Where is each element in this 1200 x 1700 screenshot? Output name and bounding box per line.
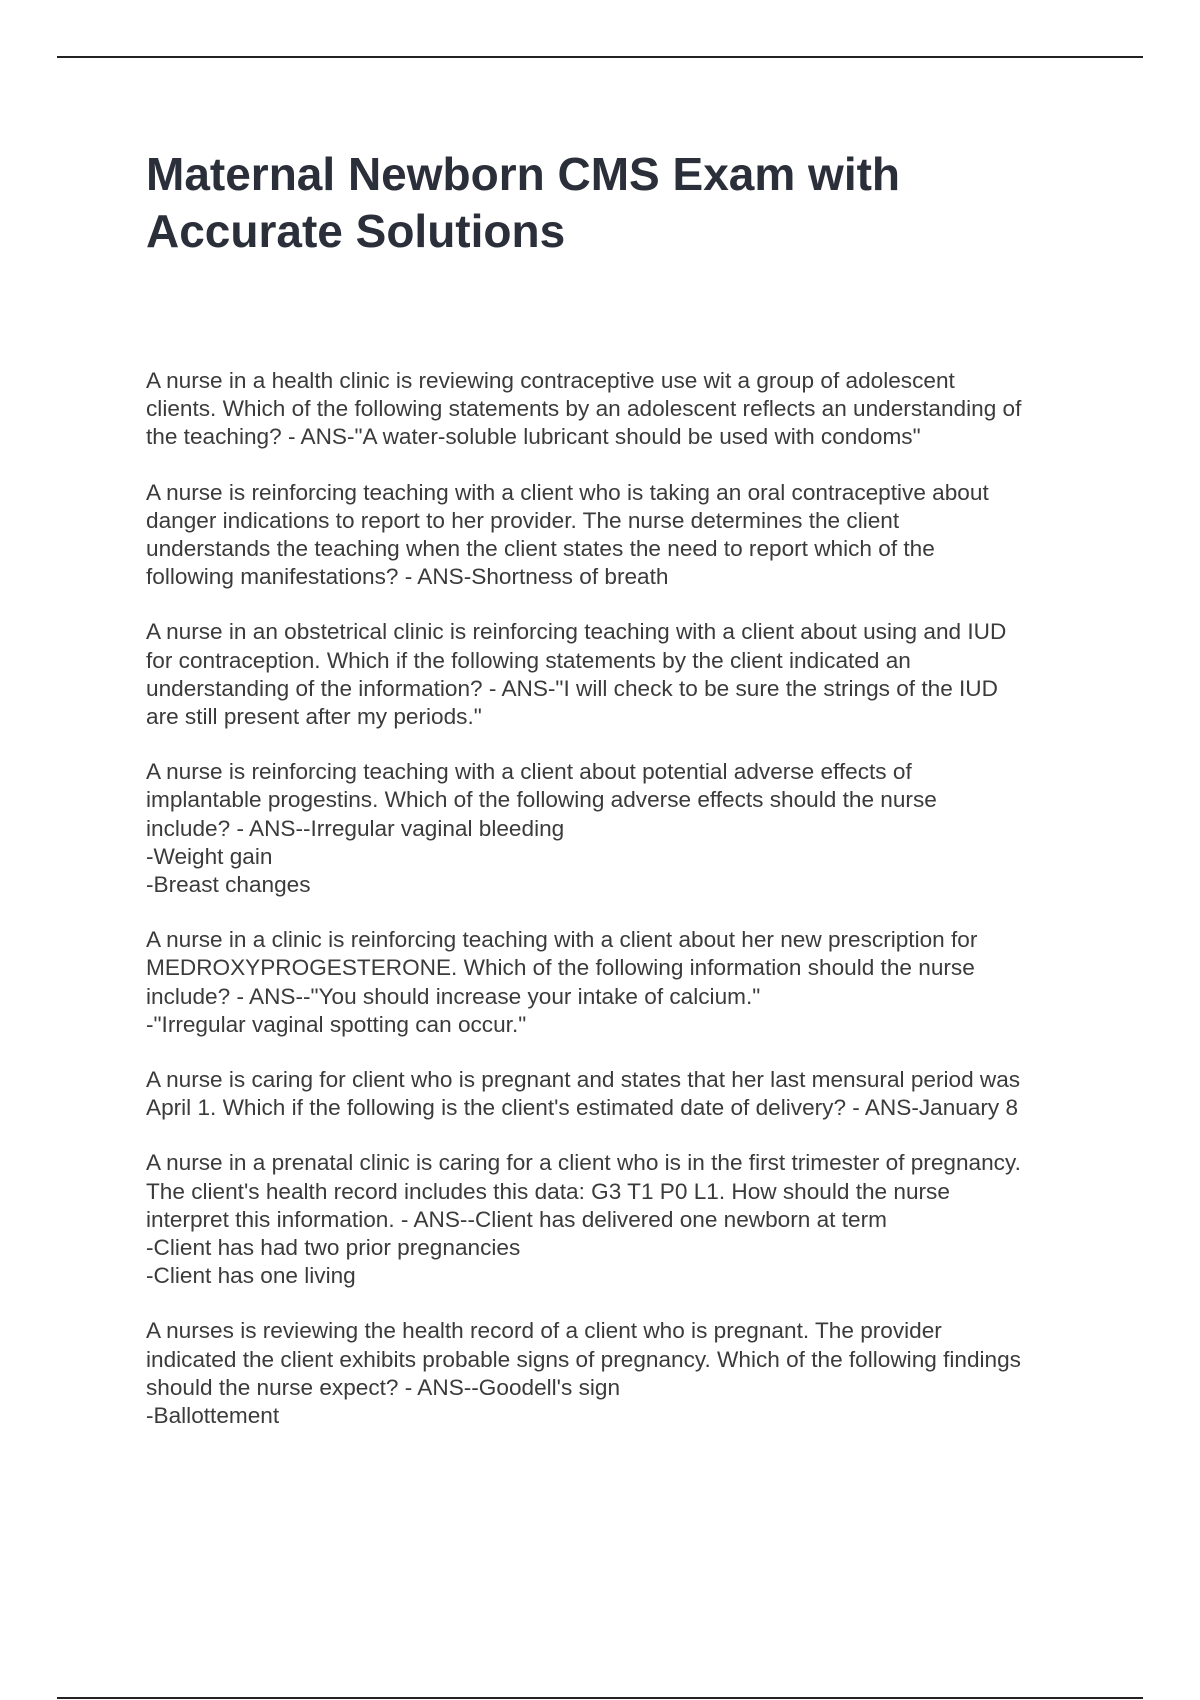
qa-line: -"Irregular vaginal spotting can occur." (146, 1011, 527, 1037)
qa-line: include? - ANS--Irregular vaginal bleeding (146, 815, 565, 841)
qa-line: -Ballottement (146, 1403, 280, 1429)
title-line: Accurate Solutions (146, 205, 566, 257)
qa-line: understands the teaching when the client states the need to report which of the (146, 536, 935, 562)
qa-entry (146, 758, 1146, 899)
qa-entry (146, 618, 1146, 731)
qa-line: indicated the client exhibits probable signs of pregnancy. Which of the following findings (146, 1346, 1021, 1372)
qa-line: The client's health record includes this data: G3 T1 P0 L1. How should the nurse (146, 1178, 950, 1204)
qa-line: the teaching? - ANS-"A water-soluble lubricant should be used with condoms" (146, 424, 921, 450)
qa-entry (146, 1317, 1146, 1430)
page-title (146, 146, 1086, 260)
qa-entry (146, 1149, 1146, 1290)
qa-entry (146, 926, 1146, 1039)
qa-line: MEDROXYPROGESTERONE. Which of the following information should the nurse (146, 955, 975, 981)
qa-line: A nurses is reviewing the health record of a client who is pregnant. The provider (146, 1318, 942, 1344)
qa-line: A nurse in a prenatal clinic is caring for a client who is in the first trimester of pregnancy. (146, 1150, 1021, 1176)
qa-line: A nurse is caring for client who is pregnant and states that her last mensural period was (146, 1067, 1021, 1093)
qa-entry (146, 367, 1146, 452)
qa-line: A nurse in an obstetrical clinic is reinforcing teaching with a client about using and IUD (146, 619, 1007, 645)
qa-line: -Client has one living (146, 1263, 356, 1289)
qa-list (146, 367, 1146, 1457)
qa-line: understanding of the information? - ANS-"I will check to be sure the strings of the IUD (146, 675, 998, 701)
bottom-divider (57, 1697, 1143, 1699)
qa-entry (146, 479, 1146, 592)
qa-line: following manifestations? - ANS-Shortness of breath (146, 564, 669, 590)
qa-line: include? - ANS--"You should increase your intake of calcium." (146, 983, 761, 1009)
qa-line: are still present after my periods." (146, 704, 482, 730)
qa-line: A nurse in a health clinic is reviewing contraceptive use wit a group of adolescent (146, 368, 955, 393)
qa-line: -Breast changes (146, 872, 311, 898)
qa-line: A nurse in a clinic is reinforcing teaching with a client about her new prescription for (146, 927, 978, 953)
qa-line: A nurse is reinforcing teaching with a client who is taking an oral contraceptive about (146, 479, 989, 505)
top-divider (57, 56, 1143, 58)
title-line: Maternal Newborn CMS Exam with (146, 148, 901, 200)
qa-line: should the nurse expect? - ANS--Goodell's sign (146, 1374, 621, 1400)
qa-line: implantable progestins. Which of the following adverse effects should the nurse (146, 787, 937, 813)
qa-line: danger indications to report to her provider. The nurse determines the client (146, 507, 900, 533)
qa-entry (146, 1066, 1146, 1122)
qa-line: April 1. Which if the following is the client's estimated date of delivery? - ANS-January 8 (146, 1095, 1019, 1121)
qa-line: -Weight gain (146, 843, 273, 869)
qa-line: -Client has had two prior pregnancies (146, 1235, 521, 1261)
qa-line: interpret this information. - ANS--Client has delivered one newborn at term (146, 1206, 887, 1232)
qa-line: clients. Which of the following statements by an adolescent reflects an understanding of (146, 396, 1022, 422)
qa-line: for contraception. Which if the following statements by the client indicated an (146, 647, 911, 673)
qa-line: A nurse is reinforcing teaching with a client about potential adverse effects of (146, 759, 912, 785)
